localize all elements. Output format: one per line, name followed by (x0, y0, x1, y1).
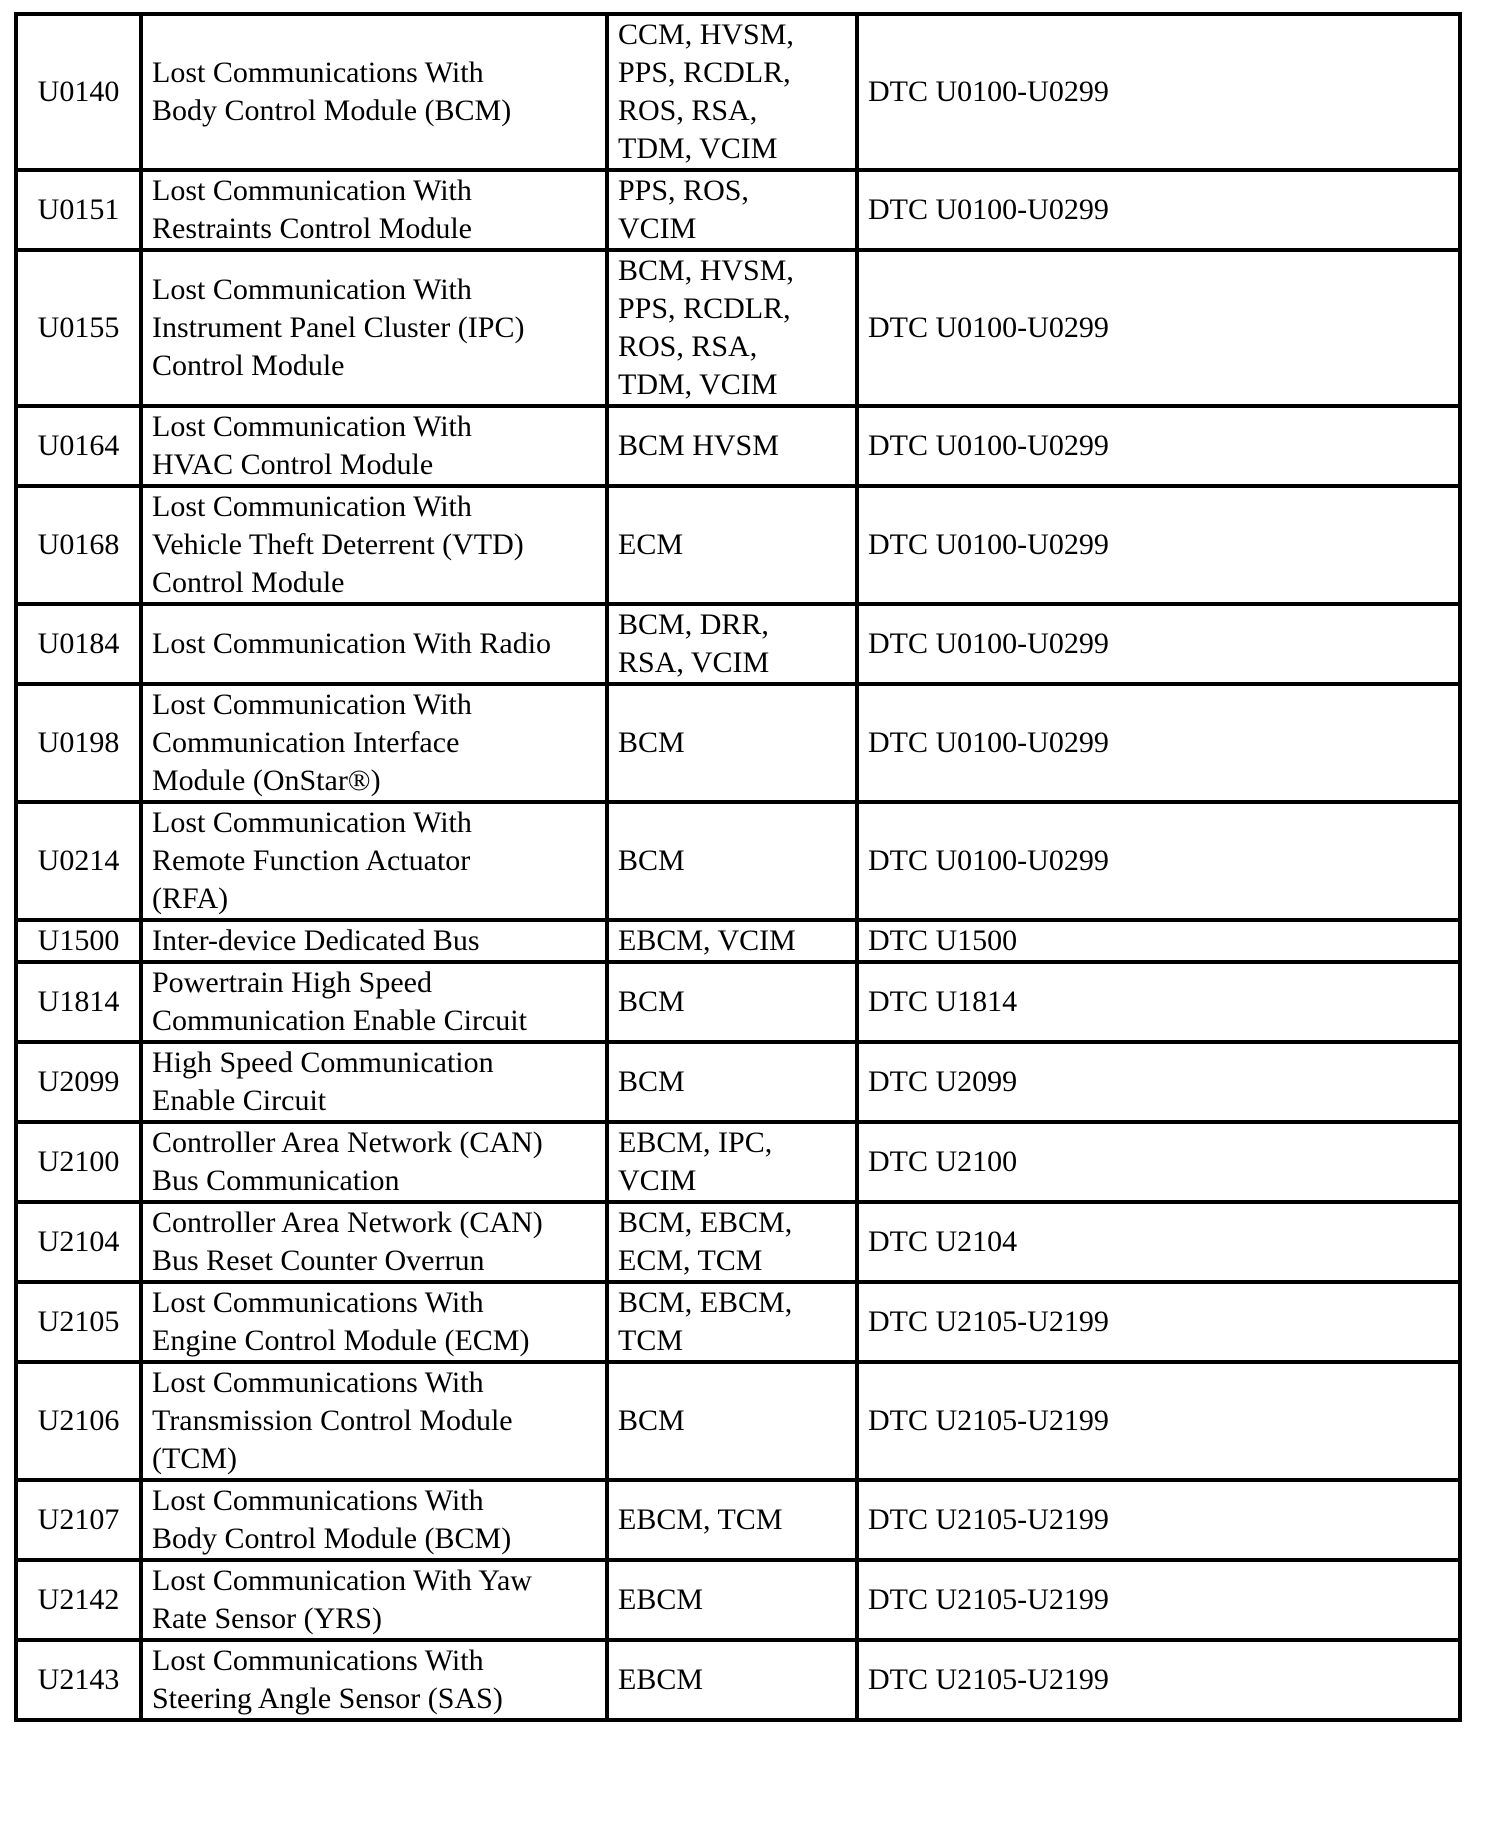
dtc-description-text: Lost Communication With Yaw Rate Sensor (YRS) (152, 1564, 532, 1635)
dtc-description-cell (141, 920, 607, 962)
diagnostic-reference-cell (857, 1480, 1460, 1560)
dtc-code-cell (16, 1480, 141, 1560)
dtc-description-text: Lost Communication With Communication Interface Module (OnStar®) (152, 688, 472, 797)
dtc-code-text: U0164 (37, 429, 120, 462)
dtc-description-cell (141, 604, 607, 684)
setting-modules-text: BCM, EBCM, TCM (618, 1286, 793, 1357)
diagnostic-reference-cell (857, 1560, 1460, 1640)
dtc-description-text: Inter-device Dedicated Bus (152, 924, 480, 957)
dtc-code-cell (16, 1042, 141, 1122)
dtc-table (14, 12, 1462, 1722)
dtc-description-text: Lost Communications With Steering Angle Sensor (SAS) (152, 1644, 503, 1715)
dtc-description-text: Lost Communication With Restraints Control Module (152, 174, 472, 245)
dtc-description-text: Powertrain High Speed Communication Enable Circuit (152, 966, 527, 1037)
dtc-code-text: U2107 (37, 1503, 120, 1536)
setting-modules-cell (607, 406, 857, 486)
setting-modules-text: EBCM, IPC, VCIM (618, 1126, 773, 1197)
setting-modules-cell (607, 1042, 857, 1122)
dtc-table-body (16, 14, 1460, 1720)
setting-modules-cell (607, 1560, 857, 1640)
dtc-code-cell (16, 1640, 141, 1720)
dtc-code-cell (16, 406, 141, 486)
dtc-description-cell (141, 962, 607, 1042)
dtc-code-text: U2104 (37, 1225, 120, 1258)
setting-modules-cell (607, 1640, 857, 1720)
diagnostic-reference-cell (857, 802, 1460, 920)
table-row (16, 1042, 1460, 1122)
diagnostic-reference-cell (857, 14, 1460, 170)
table-row (16, 1640, 1460, 1720)
table-row (16, 1122, 1460, 1202)
diagnostic-reference-cell (857, 962, 1460, 1042)
table-row (16, 1480, 1460, 1560)
dtc-description-text: Lost Communications With Transmission Control Module (TCM) (152, 1366, 513, 1475)
diagnostic-reference-text: DTC U2105-U2199 (868, 1503, 1109, 1536)
setting-modules-text: BCM, HVSM, PPS, RCDLR, ROS, RSA, TDM, VCIM (618, 254, 794, 401)
setting-modules-text: BCM (618, 726, 685, 759)
diagnostic-reference-text: DTC U2100 (868, 1145, 1018, 1178)
dtc-code-text: U1500 (37, 924, 120, 957)
setting-modules-text: BCM (618, 1404, 685, 1437)
diagnostic-reference-cell (857, 1640, 1460, 1720)
dtc-description-cell (141, 250, 607, 406)
dtc-description-text: Lost Communications With Engine Control Module (ECM) (152, 1286, 530, 1357)
setting-modules-text: ECM (618, 528, 684, 561)
table-row (16, 1560, 1460, 1640)
dtc-description-cell (141, 1202, 607, 1282)
dtc-code-cell (16, 802, 141, 920)
dtc-description-cell (141, 1122, 607, 1202)
dtc-description-cell (141, 1282, 607, 1362)
table-row (16, 14, 1460, 170)
diagnostic-reference-text: DTC U2104 (868, 1225, 1018, 1258)
table-row (16, 250, 1460, 406)
dtc-description-cell (141, 1480, 607, 1560)
diagnostic-reference-text: DTC U2105-U2199 (868, 1583, 1109, 1616)
dtc-code-text: U0155 (37, 311, 120, 344)
table-row (16, 486, 1460, 604)
table-row (16, 1362, 1460, 1480)
setting-modules-cell (607, 802, 857, 920)
diagnostic-reference-cell (857, 1282, 1460, 1362)
dtc-code-text: U2143 (37, 1663, 120, 1696)
setting-modules-text: EBCM (618, 1663, 704, 1696)
dtc-code-cell (16, 684, 141, 802)
setting-modules-text: BCM, DRR, RSA, VCIM (618, 608, 770, 679)
setting-modules-cell (607, 1202, 857, 1282)
table-row (16, 802, 1460, 920)
diagnostic-reference-text: DTC U0100-U0299 (868, 75, 1109, 108)
diagnostic-reference-cell (857, 1122, 1460, 1202)
diagnostic-reference-text: DTC U0100-U0299 (868, 844, 1109, 877)
table-row (16, 604, 1460, 684)
dtc-code-cell (16, 486, 141, 604)
dtc-code-text: U2142 (37, 1583, 120, 1616)
diagnostic-reference-cell (857, 684, 1460, 802)
diagnostic-reference-text: DTC U0100-U0299 (868, 528, 1109, 561)
diagnostic-reference-text: DTC U0100-U0299 (868, 627, 1109, 660)
dtc-description-text: Controller Area Network (CAN) Bus Communication (152, 1126, 543, 1197)
dtc-code-cell (16, 1362, 141, 1480)
dtc-code-text: U2100 (37, 1145, 120, 1178)
setting-modules-text: EBCM, VCIM (618, 924, 796, 957)
setting-modules-cell (607, 604, 857, 684)
diagnostic-reference-text: DTC U1500 (868, 924, 1018, 957)
table-row (16, 962, 1460, 1042)
setting-modules-text: PPS, ROS, VCIM (618, 174, 749, 245)
diagnostic-reference-cell (857, 170, 1460, 250)
setting-modules-cell (607, 1362, 857, 1480)
dtc-code-cell (16, 170, 141, 250)
dtc-code-cell (16, 250, 141, 406)
setting-modules-cell (607, 1480, 857, 1560)
setting-modules-cell (607, 1282, 857, 1362)
dtc-code-text: U0214 (37, 844, 120, 877)
setting-modules-cell (607, 250, 857, 406)
dtc-description-text: Lost Communication With HVAC Control Module (152, 410, 472, 481)
dtc-code-text: U1814 (37, 985, 120, 1018)
setting-modules-text: EBCM, TCM (618, 1503, 783, 1536)
dtc-description-text: Lost Communication With Radio (152, 627, 552, 660)
setting-modules-text: BCM (618, 844, 685, 877)
setting-modules-cell (607, 1122, 857, 1202)
dtc-description-cell (141, 406, 607, 486)
setting-modules-text: BCM (618, 985, 685, 1018)
dtc-description-text: Lost Communication With Remote Function Actuator (RFA) (152, 806, 472, 915)
dtc-description-cell (141, 1042, 607, 1122)
diagnostic-reference-cell (857, 1042, 1460, 1122)
diagnostic-reference-text: DTC U0100-U0299 (868, 429, 1109, 462)
dtc-code-text: U0151 (37, 193, 120, 226)
dtc-description-cell (141, 802, 607, 920)
dtc-description-text: High Speed Communication Enable Circuit (152, 1046, 494, 1117)
diagnostic-reference-cell (857, 406, 1460, 486)
dtc-description-cell (141, 14, 607, 170)
table-row (16, 170, 1460, 250)
dtc-code-cell (16, 962, 141, 1042)
dtc-description-text: Lost Communication With Instrument Panel Cluster (IPC) Control Module (152, 273, 525, 382)
table-row (16, 684, 1460, 802)
setting-modules-text: BCM HVSM (618, 429, 779, 462)
dtc-code-cell (16, 1560, 141, 1640)
dtc-code-text: U2105 (37, 1305, 120, 1338)
setting-modules-cell (607, 684, 857, 802)
table-row (16, 1202, 1460, 1282)
dtc-code-cell (16, 1202, 141, 1282)
diagnostic-reference-cell (857, 920, 1460, 962)
setting-modules-cell (607, 486, 857, 604)
dtc-description-cell (141, 1560, 607, 1640)
dtc-description-text: Lost Communications With Body Control Module (BCM) (152, 56, 512, 127)
dtc-code-cell (16, 604, 141, 684)
setting-modules-cell (607, 170, 857, 250)
dtc-code-text: U2106 (37, 1404, 120, 1437)
dtc-code-text: U0168 (37, 528, 120, 561)
diagnostic-reference-text: DTC U0100-U0299 (868, 193, 1109, 226)
table-row (16, 920, 1460, 962)
setting-modules-text: EBCM (618, 1583, 704, 1616)
dtc-description-cell (141, 1362, 607, 1480)
diagnostic-reference-cell (857, 604, 1460, 684)
dtc-description-cell (141, 170, 607, 250)
diagnostic-reference-text: DTC U2105-U2199 (868, 1663, 1109, 1696)
table-row (16, 1282, 1460, 1362)
diagnostic-reference-text: DTC U0100-U0299 (868, 311, 1109, 344)
dtc-description-text: Lost Communications With Body Control Module (BCM) (152, 1484, 512, 1555)
dtc-code-cell (16, 1122, 141, 1202)
setting-modules-text: BCM (618, 1065, 685, 1098)
dtc-description-text: Lost Communication With Vehicle Theft Deterrent (VTD) Control Module (152, 490, 524, 599)
dtc-code-text: U2099 (37, 1065, 120, 1098)
dtc-code-cell (16, 920, 141, 962)
diagnostic-reference-cell (857, 1362, 1460, 1480)
diagnostic-reference-cell (857, 250, 1460, 406)
dtc-code-text: U0198 (37, 726, 120, 759)
table-row (16, 406, 1460, 486)
dtc-description-text: Controller Area Network (CAN) Bus Reset Counter Overrun (152, 1206, 543, 1277)
setting-modules-cell (607, 14, 857, 170)
setting-modules-text: CCM, HVSM, PPS, RCDLR, ROS, RSA, TDM, VCIM (618, 18, 794, 165)
dtc-description-cell (141, 486, 607, 604)
dtc-code-cell (16, 1282, 141, 1362)
dtc-description-cell (141, 684, 607, 802)
diagnostic-reference-text: DTC U0100-U0299 (868, 726, 1109, 759)
diagnostic-reference-text: DTC U2105-U2199 (868, 1305, 1109, 1338)
diagnostic-reference-text: DTC U1814 (868, 985, 1018, 1018)
setting-modules-cell (607, 962, 857, 1042)
diagnostic-reference-cell (857, 486, 1460, 604)
dtc-code-text: U0184 (37, 627, 120, 660)
setting-modules-text: BCM, EBCM, ECM, TCM (618, 1206, 793, 1277)
dtc-code-cell (16, 14, 141, 170)
diagnostic-reference-cell (857, 1202, 1460, 1282)
dtc-description-cell (141, 1640, 607, 1720)
diagnostic-reference-text: DTC U2099 (868, 1065, 1018, 1098)
diagnostic-reference-text: DTC U2105-U2199 (868, 1404, 1109, 1437)
dtc-code-text: U0140 (37, 75, 120, 108)
setting-modules-cell (607, 920, 857, 962)
